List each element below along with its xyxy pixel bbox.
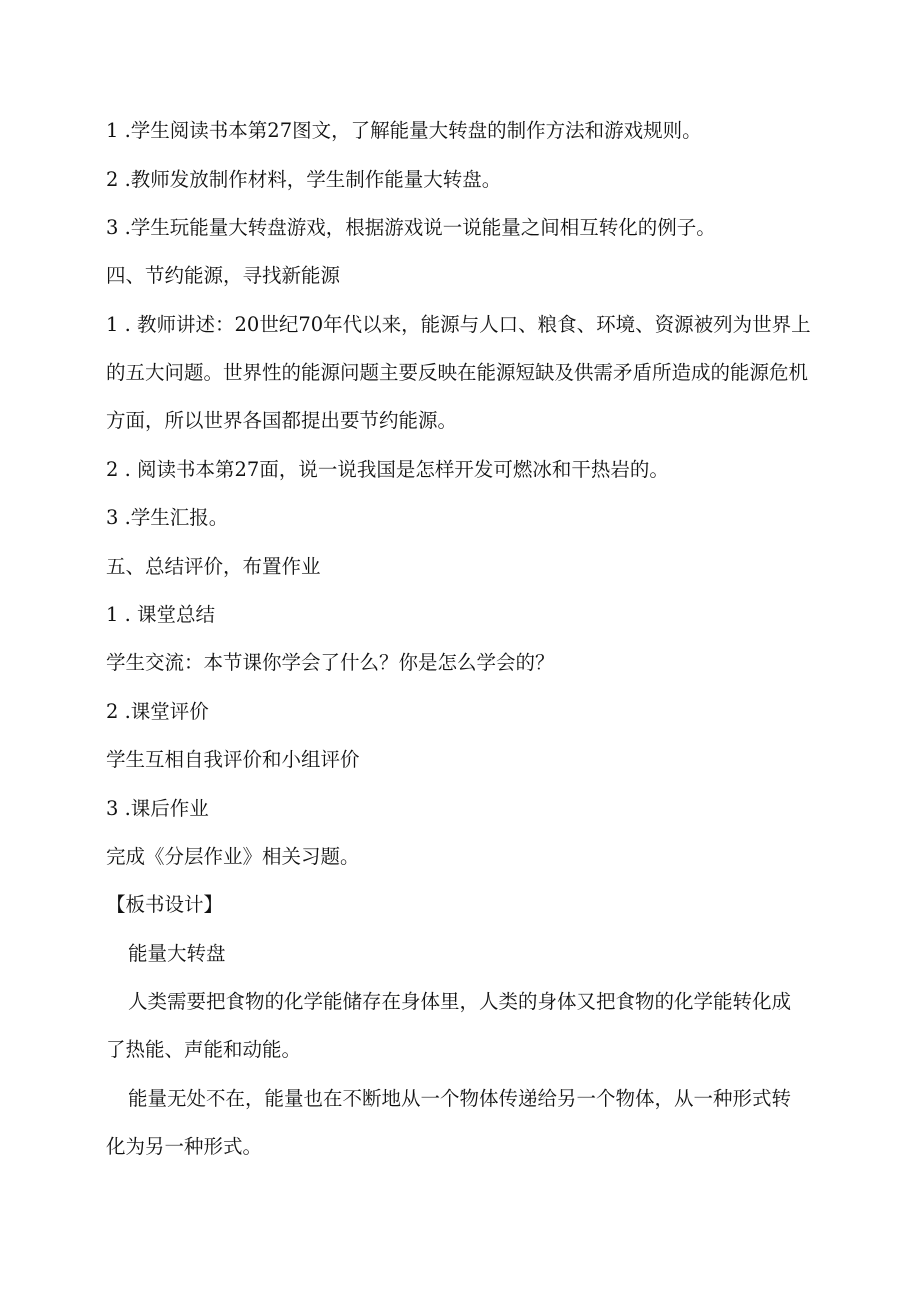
board-title: 能量大转盘	[128, 942, 226, 965]
section-5-item-3-detail: 完成《分层作业》相关习题。	[106, 845, 360, 868]
section-5-item-2-detail: 学生互相自我评价和小组评价	[106, 748, 360, 771]
section-4-item-3: 3 .学生汇报。	[106, 506, 229, 529]
section-5-item-3: 3 .课后作业	[106, 797, 209, 820]
section-5-heading: 五、总结评价，布置作业	[106, 555, 321, 578]
step-2-make-wheel: 2 .教师发放制作材料，学生制作能量大转盘。	[106, 168, 502, 191]
section-4-item-1-line-2: 的五大问题。世界性的能源问题主要反映在能源短缺及供需矛盾所造成的能源危机	[106, 361, 809, 384]
section-4-item-1-line-3: 方面，所以世界各国都提出要节约能源。	[106, 409, 458, 432]
section-5-item-1: 1 . 课堂总结	[106, 603, 216, 626]
section-4-heading: 四、节约能源，寻找新能源	[106, 264, 341, 287]
board-paragraph-1-line-2: 了热能、声能和动能。	[106, 1038, 302, 1061]
section-5-item-1-detail: 学生交流：本节课你学会了什么？你是怎么学会的？	[106, 651, 555, 674]
section-5-item-2: 2 .课堂评价	[106, 700, 209, 723]
section-4-item-1-line-1: 1 . 教师讲述：20世纪70年代以来，能源与人口、粮食、环境、资源被列为世界上	[106, 313, 811, 336]
board-design-heading: 【板书设计】	[106, 893, 224, 916]
board-paragraph-2-line-1: 能量无处不在，能量也在不断地从一个物体传递给另一个物体，从一种形式转	[128, 1087, 792, 1110]
step-1-read-book: 1 .学生阅读书本第27图文，了解能量大转盘的制作方法和游戏规则。	[106, 119, 702, 142]
board-paragraph-1-line-1: 人类需要把食物的化学能储存在身体里，人类的身体又把食物的化学能转化成	[128, 990, 792, 1013]
section-4-item-2: 2 . 阅读书本第27面，说一说我国是怎样开发可燃冰和干热岩的。	[106, 458, 669, 481]
board-paragraph-2-line-2: 化为另一种形式。	[106, 1135, 263, 1158]
step-3-play-game: 3 .学生玩能量大转盘游戏，根据游戏说一说能量之间相互转化的例子。	[106, 216, 716, 239]
